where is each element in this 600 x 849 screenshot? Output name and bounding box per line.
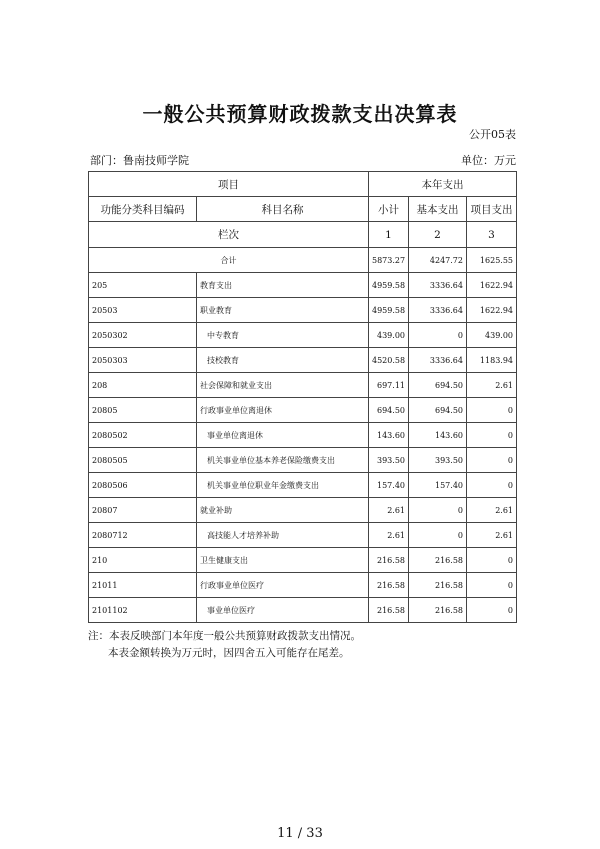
row-name: 中专教育 — [197, 323, 369, 348]
row-subtotal: 216.58 — [369, 598, 409, 623]
row-basic: 157.40 — [409, 473, 467, 498]
page-title: 一般公共预算财政拨款支出决算表 — [142, 102, 458, 126]
table-row — [89, 448, 517, 473]
row-subtotal: 439.00 — [369, 323, 409, 348]
row-name: 行政事业单位医疗 — [197, 573, 369, 598]
row-code: 205 — [89, 273, 197, 298]
row-basic: 3336.64 — [409, 348, 467, 373]
page-number: 11 / 33 — [277, 826, 323, 841]
row-name: 卫生健康支出 — [197, 548, 369, 573]
row-subtotal: 4520.58 — [369, 348, 409, 373]
row-subtotal: 2.61 — [369, 523, 409, 548]
row-basic: 216.58 — [409, 548, 467, 573]
table-row — [89, 398, 517, 423]
row-project: 439.00 — [467, 323, 517, 348]
header-project: 项目 — [89, 172, 369, 197]
header-project-exp: 项目支出 — [467, 197, 517, 222]
row-subtotal: 393.50 — [369, 448, 409, 473]
row-name: 事业单位医疗 — [197, 598, 369, 623]
row-basic: 3336.64 — [409, 273, 467, 298]
row-project: 0 — [467, 398, 517, 423]
row-name: 职业教育 — [197, 298, 369, 323]
row-project: 0 — [467, 548, 517, 573]
header-name: 科目名称 — [197, 197, 369, 222]
header-col2: 2 — [409, 222, 467, 248]
row-project: 0 — [467, 423, 517, 448]
header-col1: 1 — [369, 222, 409, 248]
table-row — [89, 473, 517, 498]
row-project: 0 — [467, 598, 517, 623]
row-subtotal: 216.58 — [369, 548, 409, 573]
row-project: 0 — [467, 573, 517, 598]
table-row — [89, 423, 517, 448]
row-code: 20503 — [89, 298, 197, 323]
row-code: 2080712 — [89, 523, 197, 548]
row-subtotal: 694.50 — [369, 398, 409, 423]
row-project: 1622.94 — [467, 273, 517, 298]
row-subtotal: 216.58 — [369, 573, 409, 598]
row-basic: 694.50 — [409, 398, 467, 423]
row-code: 20807 — [89, 498, 197, 523]
total-row — [89, 248, 517, 273]
row-project: 0 — [467, 448, 517, 473]
row-code: 2080502 — [89, 423, 197, 448]
row-name: 社会保障和就业支出 — [197, 373, 369, 398]
department-label: 部门：鲁南技师学院 — [90, 154, 189, 167]
header-row-2 — [89, 197, 517, 222]
row-code: 208 — [89, 373, 197, 398]
table-row — [89, 498, 517, 523]
header-subtotal: 小计 — [369, 197, 409, 222]
table-row — [89, 348, 517, 373]
header-code: 功能分类科目编码 — [89, 197, 197, 222]
header-current-year: 本年支出 — [369, 172, 517, 197]
header-column-no: 栏次 — [89, 222, 369, 248]
row-project: 2.61 — [467, 373, 517, 398]
row-name: 高技能人才培养补助 — [197, 523, 369, 548]
row-basic: 0 — [409, 498, 467, 523]
table-row — [89, 598, 517, 623]
table-row — [89, 373, 517, 398]
row-subtotal: 143.60 — [369, 423, 409, 448]
row-basic: 143.60 — [409, 423, 467, 448]
row-subtotal: 697.11 — [369, 373, 409, 398]
row-name: 机关事业单位职业年金缴费支出 — [197, 473, 369, 498]
header-row-1 — [89, 172, 517, 197]
row-basic: 694.50 — [409, 373, 467, 398]
total-project: 1625.55 — [467, 248, 517, 273]
row-name: 行政事业单位离退休 — [197, 398, 369, 423]
note-line-1: 注：本表反映部门本年度一般公共预算财政拨款支出情况。 — [88, 630, 361, 642]
row-subtotal: 157.40 — [369, 473, 409, 498]
row-code: 2080505 — [89, 448, 197, 473]
row-code: 2101102 — [89, 598, 197, 623]
row-name: 教育支出 — [197, 273, 369, 298]
row-name: 就业补助 — [197, 498, 369, 523]
row-project: 1183.94 — [467, 348, 517, 373]
table-row — [89, 548, 517, 573]
row-project: 2.61 — [467, 498, 517, 523]
row-name: 机关事业单位基本养老保险缴费支出 — [197, 448, 369, 473]
row-name: 技校教育 — [197, 348, 369, 373]
form-number: 公开05表 — [469, 128, 516, 141]
table-row — [89, 323, 517, 348]
total-label: 合计 — [89, 248, 369, 273]
row-code: 210 — [89, 548, 197, 573]
table-row — [89, 298, 517, 323]
row-project: 1622.94 — [467, 298, 517, 323]
row-code: 2050302 — [89, 323, 197, 348]
total-subtotal: 5873.27 — [369, 248, 409, 273]
row-basic: 216.58 — [409, 573, 467, 598]
row-code: 21011 — [89, 573, 197, 598]
row-code: 2080506 — [89, 473, 197, 498]
row-name: 事业单位离退休 — [197, 423, 369, 448]
notes — [88, 628, 361, 662]
row-subtotal: 4959.58 — [369, 298, 409, 323]
row-code: 20805 — [89, 398, 197, 423]
row-basic: 393.50 — [409, 448, 467, 473]
row-project: 2.61 — [467, 523, 517, 548]
header-col3: 3 — [467, 222, 517, 248]
row-basic: 0 — [409, 523, 467, 548]
unit-label: 单位：万元 — [461, 154, 516, 167]
row-code: 2050303 — [89, 348, 197, 373]
row-basic: 216.58 — [409, 598, 467, 623]
row-basic: 0 — [409, 323, 467, 348]
table-row — [89, 523, 517, 548]
total-basic: 4247.72 — [409, 248, 467, 273]
table-row — [89, 273, 517, 298]
row-subtotal: 4959.58 — [369, 273, 409, 298]
row-basic: 3336.64 — [409, 298, 467, 323]
expenditure-table — [88, 171, 517, 623]
table-row — [89, 573, 517, 598]
header-basic: 基本支出 — [409, 197, 467, 222]
row-subtotal: 2.61 — [369, 498, 409, 523]
header-row-3 — [89, 222, 517, 248]
note-line-2: 本表金额转换为万元时，因四舍五入可能存在尾差。 — [108, 647, 350, 659]
row-project: 0 — [467, 473, 517, 498]
